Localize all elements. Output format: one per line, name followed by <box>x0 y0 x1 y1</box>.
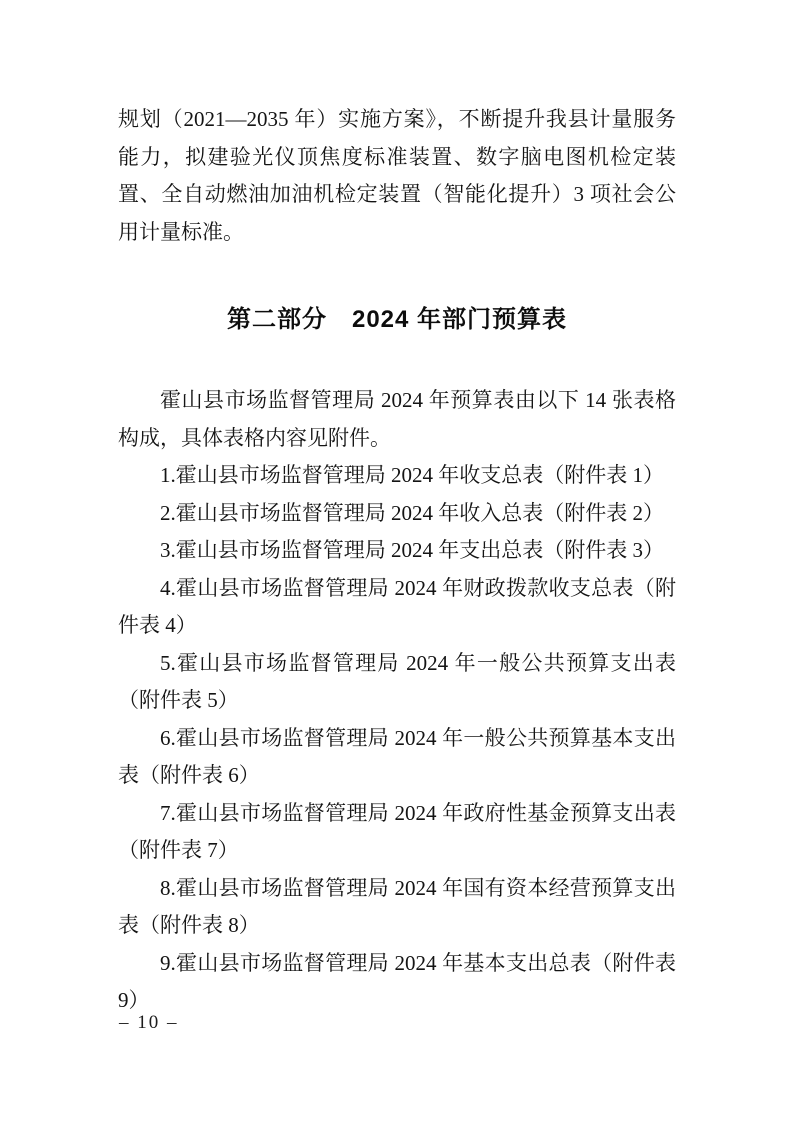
budget-table-list <box>118 457 676 1020</box>
lead-paragraph: 霍山县市场监督管理局 2024 年预算表由以下 14 张表格构成，具体表格内容见附件。 <box>118 388 676 450</box>
page-number: – 10 – <box>119 1012 179 1033</box>
section-heading: 第二部分 2024 年部门预算表 <box>226 306 568 333</box>
document-content <box>118 101 676 1020</box>
budget-table-list-item: 2.霍山县市场监督管理局 2024 年收入总表（附件表 2） <box>160 500 664 525</box>
budget-table-list-item: 7.霍山县市场监督管理局 2024 年政府性基金预算支出表（附件表 7） <box>118 800 676 862</box>
intro-paragraph: 规划（2021—2035 年）实施方案》，不断提升我县计量服务能力，拟建验光仪顶焦度标准装置、数字脑电图机检定装置、全自动燃油加油机检定装置（智能化提升）3 项社会公用计量标准。 <box>118 107 676 244</box>
budget-table-list-item: 6.霍山县市场监督管理局 2024 年一般公共预算基本支出表（附件表 6） <box>118 725 676 787</box>
budget-table-list-item: 3.霍山县市场监督管理局 2024 年支出总表（附件表 3） <box>160 538 664 562</box>
budget-table-list-item: 9.霍山县市场监督管理局 2024 年基本支出总表（附件表 9） <box>118 950 676 1012</box>
budget-table-list-item: 4.霍山县市场监督管理局 2024 年财政拨款收支总表（附件表 4） <box>118 575 676 637</box>
budget-table-list-item: 1.霍山县市场监督管理局 2024 年收支总表（附件表 1） <box>160 463 664 487</box>
budget-table-list-item: 8.霍山县市场监督管理局 2024 年国有资本经营预算支出表（附件表 8） <box>118 875 676 937</box>
budget-table-list-item: 5.霍山县市场监督管理局 2024 年一般公共预算支出表（附件表 5） <box>118 650 676 712</box>
page-footer <box>119 1010 179 1036</box>
